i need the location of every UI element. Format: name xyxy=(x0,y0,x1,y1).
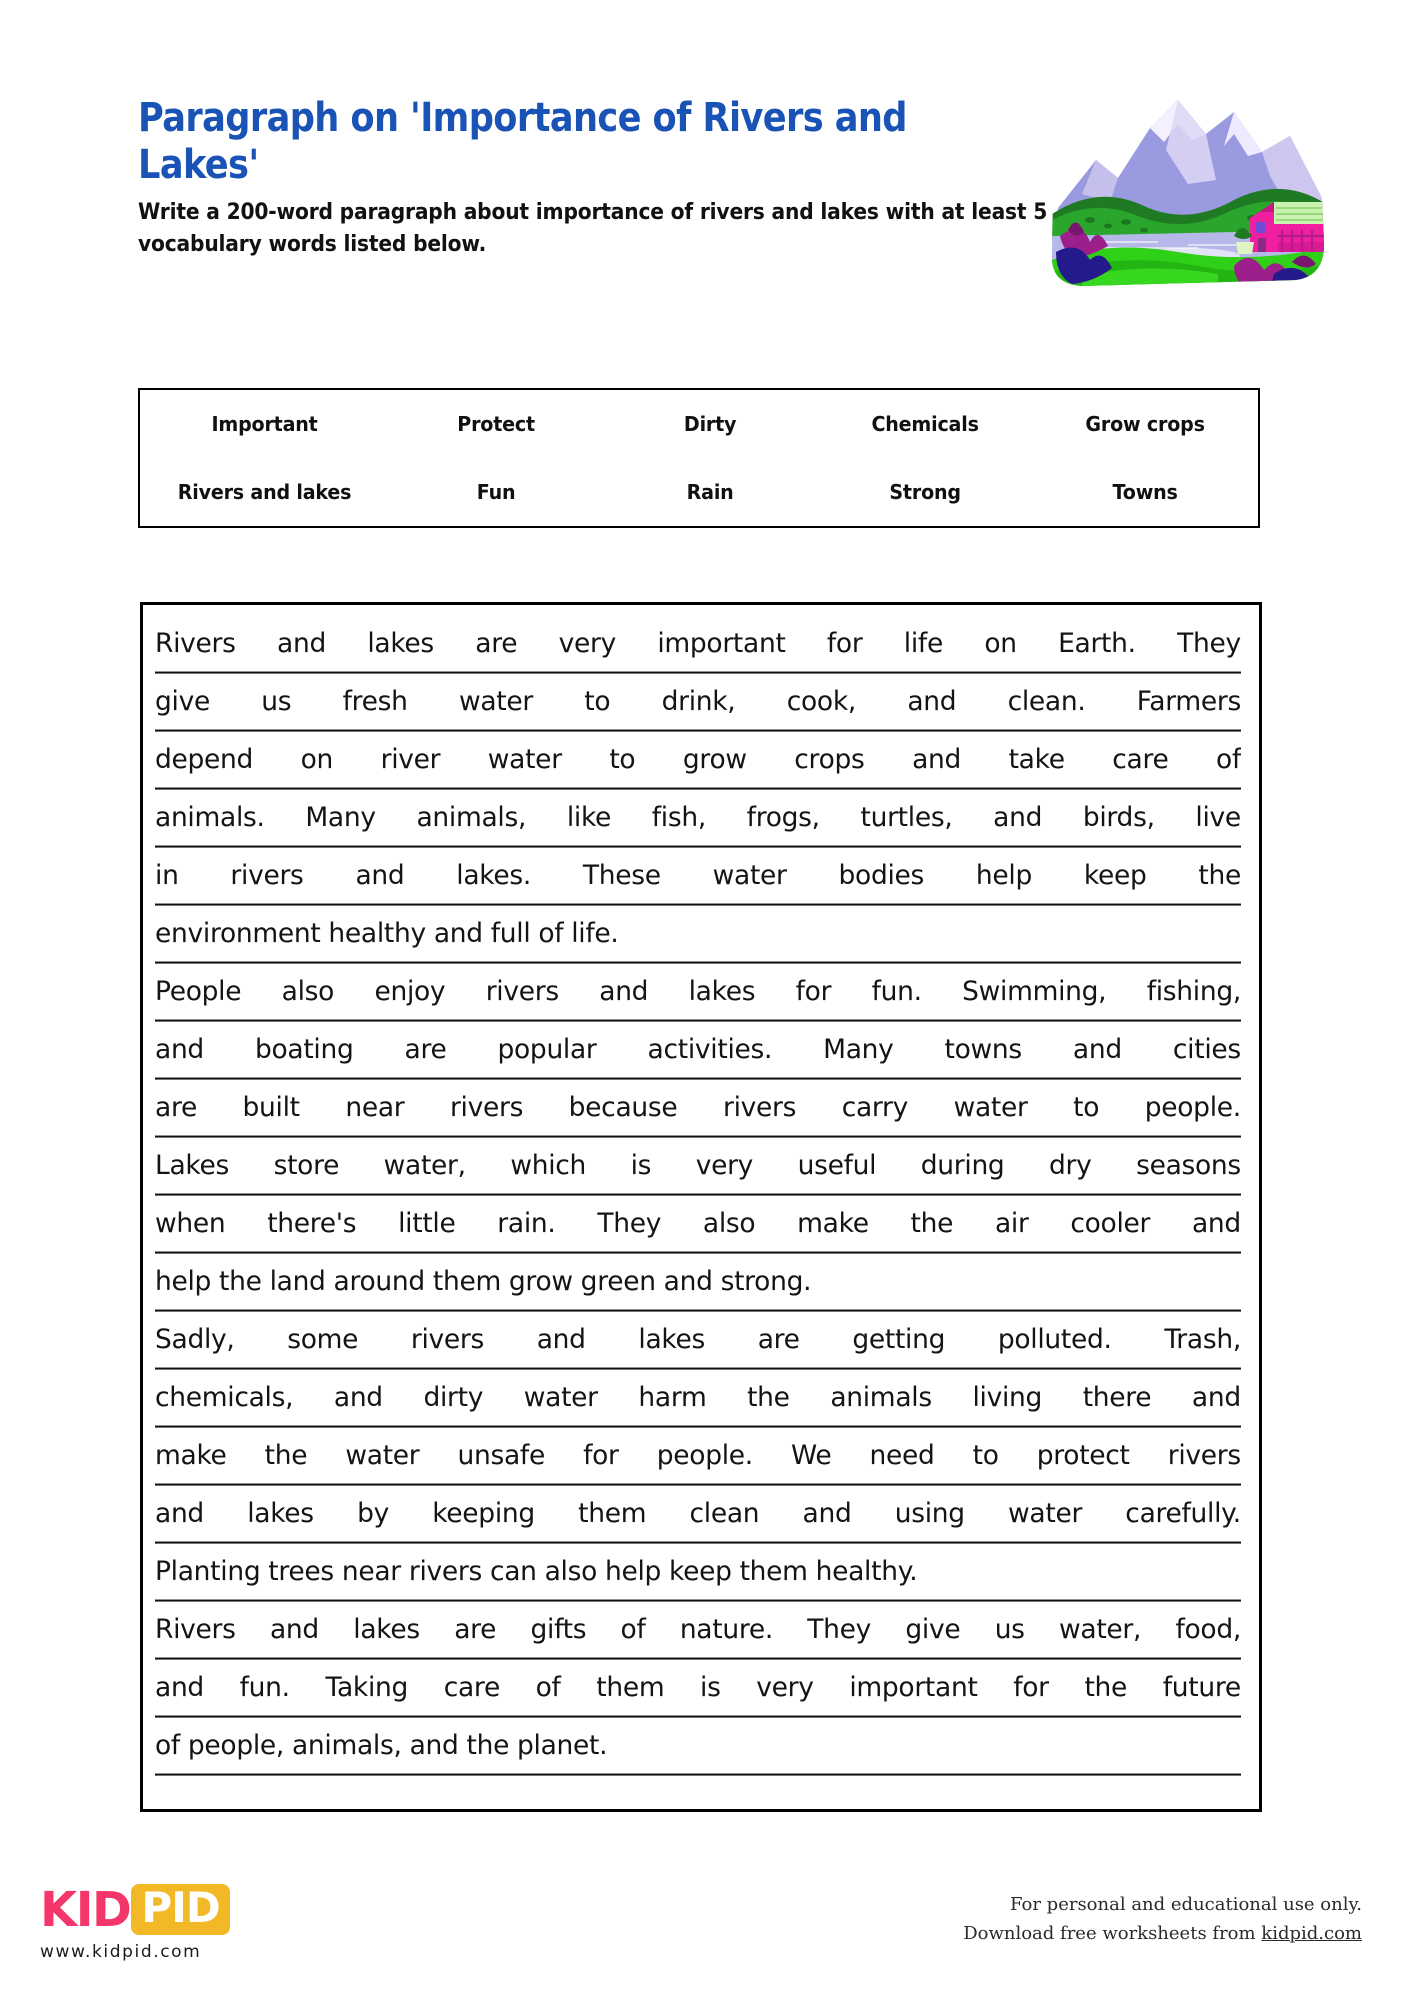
answer-word: dry xyxy=(1049,1149,1092,1182)
footer-usage-notice: For personal and educational use only. xyxy=(1010,1894,1362,1915)
answer-word: keeping xyxy=(432,1497,535,1530)
answer-word: on xyxy=(984,627,1017,660)
answer-word: like xyxy=(566,801,612,834)
answer-word: healthy. xyxy=(815,1555,918,1588)
answer-word: animals xyxy=(830,1381,932,1414)
answer-word: grow xyxy=(682,743,747,776)
answer-word: there's xyxy=(267,1207,357,1240)
answer-lines-container xyxy=(155,615,1241,1775)
answer-word: life. xyxy=(571,917,619,950)
answer-paragraph xyxy=(155,615,1241,963)
answer-word: are xyxy=(454,1613,497,1646)
answer-word: towns xyxy=(944,1033,1022,1066)
answer-word: fun. xyxy=(871,975,922,1008)
answer-word: They xyxy=(807,1613,872,1646)
answer-word: of xyxy=(535,1671,561,1704)
answer-word: trees xyxy=(268,1555,334,1588)
answer-word: and xyxy=(155,1497,204,1530)
answer-word: polluted. xyxy=(997,1323,1112,1356)
footer-kidpid-link[interactable]: kidpid.com xyxy=(1261,1923,1362,1945)
answer-word: Swimming, xyxy=(962,975,1107,1008)
answer-word: cities xyxy=(1172,1033,1241,1066)
answer-word: little xyxy=(398,1207,456,1240)
answer-line xyxy=(155,1542,1241,1601)
answer-word: Many xyxy=(305,801,376,834)
answer-line xyxy=(155,1136,1241,1195)
answer-word: to xyxy=(1073,1091,1100,1124)
answer-word: care xyxy=(443,1671,500,1704)
answer-word: clean. xyxy=(1007,685,1086,718)
answer-word: future xyxy=(1162,1671,1241,1704)
answer-word: strong. xyxy=(720,1265,812,1298)
footer-notice xyxy=(963,1890,1362,1948)
answer-word: some xyxy=(287,1323,359,1356)
answer-word: lakes xyxy=(247,1497,314,1530)
answer-word: the xyxy=(910,1207,954,1240)
answer-word: cook, xyxy=(786,685,857,718)
answer-word: and xyxy=(536,1323,586,1356)
answer-word: bodies xyxy=(838,859,925,892)
answer-word: keep xyxy=(668,1555,732,1588)
answer-word: important xyxy=(657,627,786,660)
answer-word: live xyxy=(1195,801,1241,834)
answer-word: People xyxy=(155,975,242,1008)
answer-word: and xyxy=(155,1671,204,1704)
answer-word: planet. xyxy=(517,1729,608,1762)
answer-word: important xyxy=(849,1671,978,1704)
answer-word: water xyxy=(487,743,562,776)
answer-word: around xyxy=(333,1265,425,1298)
answer-line xyxy=(155,672,1241,731)
answer-line xyxy=(155,1484,1241,1543)
answer-word: us xyxy=(994,1613,1025,1646)
answer-word: They xyxy=(597,1207,662,1240)
answer-paragraph xyxy=(155,1601,1241,1775)
vocabulary-word: Towns xyxy=(1112,480,1178,504)
answer-word: are xyxy=(155,1091,197,1124)
answer-word: of xyxy=(1216,743,1241,776)
page-footer xyxy=(0,1862,1414,2000)
answer-line xyxy=(155,1252,1241,1311)
answer-word: animals. xyxy=(155,801,265,834)
answer-word: give xyxy=(155,685,210,718)
answer-word: using xyxy=(894,1497,965,1530)
answer-line xyxy=(155,788,1241,847)
answer-line xyxy=(155,1194,1241,1253)
answer-word: and xyxy=(663,1265,713,1298)
answer-word: and xyxy=(1191,1207,1241,1240)
answer-word: the xyxy=(1084,1671,1128,1704)
vocabulary-word: Protect xyxy=(457,412,536,436)
answer-word: make xyxy=(155,1439,227,1472)
answer-word: land xyxy=(269,1265,326,1298)
answer-word: and xyxy=(409,1729,459,1762)
answer-word: the xyxy=(219,1265,262,1298)
answer-word: water xyxy=(523,1381,598,1414)
logo-wordmark xyxy=(40,1881,230,1938)
mountain-lake-cottage-icon xyxy=(1038,90,1328,290)
answer-word: seasons xyxy=(1136,1149,1241,1182)
answer-word: Taking xyxy=(325,1671,409,1704)
answer-word: and xyxy=(155,1033,204,1066)
page-title: Paragraph on 'Importance of Rivers and Lakes' xyxy=(138,95,907,189)
footer-download-prefix: Download free worksheets from xyxy=(963,1923,1262,1945)
answer-line xyxy=(155,962,1241,1021)
answer-word: people, xyxy=(187,1729,285,1762)
answer-word: can xyxy=(489,1555,537,1588)
answer-word: life xyxy=(903,627,943,660)
answer-word: fish, xyxy=(651,801,706,834)
answer-word: Sadly, xyxy=(155,1323,235,1356)
answer-word: Rivers xyxy=(155,1613,236,1646)
answer-word: water, xyxy=(1059,1613,1142,1646)
answer-word: very xyxy=(756,1671,814,1704)
answer-line xyxy=(155,1600,1241,1659)
answer-word: These xyxy=(582,859,661,892)
answer-word: built xyxy=(242,1091,300,1124)
answer-word: full xyxy=(490,917,531,950)
answer-word: which xyxy=(510,1149,587,1182)
answer-word: water xyxy=(953,1091,1028,1124)
answer-word: river xyxy=(380,743,441,776)
answer-word: for xyxy=(795,975,832,1008)
answer-word: and xyxy=(1191,1381,1241,1414)
vocabulary-word: Chemicals xyxy=(871,412,979,436)
answer-word: of xyxy=(155,1729,180,1762)
answer-word: care xyxy=(1112,743,1169,776)
worksheet-header xyxy=(138,95,1328,315)
answer-word: rivers xyxy=(408,1555,482,1588)
answer-word: when xyxy=(155,1207,226,1240)
answer-word: lakes xyxy=(367,627,434,660)
vocabulary-word-bank xyxy=(138,388,1260,528)
answer-word: carry xyxy=(841,1091,909,1124)
answer-word: are xyxy=(475,627,518,660)
answer-word: help xyxy=(155,1265,212,1298)
answer-word: and xyxy=(433,917,483,950)
vocabulary-row xyxy=(140,458,1258,526)
answer-word: for xyxy=(583,1439,619,1472)
answer-word: activities. xyxy=(647,1033,773,1066)
answer-word: nature. xyxy=(679,1613,773,1646)
answer-word: for xyxy=(1013,1671,1049,1704)
answer-word: lakes. xyxy=(456,859,532,892)
answer-word: rivers xyxy=(1167,1439,1241,1472)
answer-line xyxy=(155,1310,1241,1369)
answer-word: air xyxy=(994,1207,1029,1240)
answer-word: the xyxy=(1198,859,1241,892)
answer-line xyxy=(155,1368,1241,1427)
answer-word: Rivers xyxy=(155,627,236,660)
answer-line xyxy=(155,1658,1241,1717)
answer-word: drink, xyxy=(661,685,736,718)
answer-word: very xyxy=(695,1149,754,1182)
footer-download-notice xyxy=(963,1919,1362,1948)
answer-line xyxy=(155,904,1241,963)
answer-word: birds, xyxy=(1082,801,1155,834)
vocabulary-word: Important xyxy=(211,412,318,436)
answer-word: lakes xyxy=(688,975,756,1008)
answer-word: them xyxy=(596,1671,665,1704)
answer-word: there xyxy=(1082,1381,1152,1414)
answer-word: also xyxy=(702,1207,756,1240)
header-text-group xyxy=(138,95,1068,260)
answer-word: is xyxy=(630,1149,652,1182)
answer-word: healthy xyxy=(328,917,426,950)
answer-word: because xyxy=(568,1091,678,1124)
answer-word: help xyxy=(975,859,1032,892)
answer-word: water xyxy=(712,859,787,892)
vocabulary-word: Rain xyxy=(687,480,734,504)
answer-word: living xyxy=(972,1381,1043,1414)
answer-word: and xyxy=(907,685,957,718)
answer-word: Trash, xyxy=(1164,1323,1241,1356)
vocabulary-word: Rivers and lakes xyxy=(177,480,352,504)
answer-word: and xyxy=(269,1613,319,1646)
answer-word: them xyxy=(739,1555,808,1588)
answer-word: food, xyxy=(1175,1613,1241,1646)
answer-paragraph xyxy=(155,1311,1241,1601)
answer-line xyxy=(155,1020,1241,1079)
logo-website-url: www.kidpid.com xyxy=(40,1942,202,1962)
answer-word: help xyxy=(604,1555,662,1588)
answer-line xyxy=(155,1426,1241,1485)
answer-word: Many xyxy=(823,1033,894,1066)
answer-word: keep xyxy=(1083,859,1147,892)
answer-word: dirty xyxy=(423,1381,484,1414)
answer-word: fresh xyxy=(342,685,408,718)
answer-paragraph xyxy=(155,963,1241,1311)
answer-word: rivers xyxy=(485,975,559,1008)
answer-word: harm xyxy=(638,1381,707,1414)
answer-word: are xyxy=(404,1033,447,1066)
answer-word: very xyxy=(558,627,616,660)
answer-word: the xyxy=(264,1439,308,1472)
answer-line xyxy=(155,614,1241,673)
answer-word: them xyxy=(432,1265,501,1298)
answer-word: enjoy xyxy=(374,975,446,1008)
answer-word: water xyxy=(345,1439,420,1472)
answer-word: people. xyxy=(656,1439,753,1472)
answer-word: and xyxy=(355,859,405,892)
answer-word: in xyxy=(155,859,179,892)
answer-word: carefully. xyxy=(1125,1497,1241,1530)
vocabulary-word: Fun xyxy=(476,480,516,504)
kidpid-logo[interactable] xyxy=(40,1881,230,1962)
answer-word: rivers xyxy=(449,1091,524,1124)
answer-word: and xyxy=(993,801,1043,834)
answer-word: fishing, xyxy=(1146,975,1241,1008)
answer-word: also xyxy=(281,975,335,1008)
answer-word: animals, xyxy=(291,1729,402,1762)
answer-word: water xyxy=(1008,1497,1083,1530)
answer-word: rivers xyxy=(722,1091,797,1124)
answer-word: are xyxy=(757,1323,800,1356)
answer-word: lakes xyxy=(638,1323,705,1356)
answer-word: people. xyxy=(1144,1091,1241,1124)
answer-word: and xyxy=(1072,1033,1122,1066)
answer-word: water xyxy=(458,685,533,718)
answer-word: store xyxy=(273,1149,340,1182)
answer-word: water, xyxy=(383,1149,466,1182)
answer-word: fun. xyxy=(239,1671,290,1704)
answer-word: environment xyxy=(155,917,321,950)
answer-word: depend xyxy=(155,743,254,776)
answer-word: us xyxy=(261,685,292,718)
answer-line xyxy=(155,846,1241,905)
answer-writing-area[interactable] xyxy=(140,602,1262,1812)
answer-word: popular xyxy=(497,1033,597,1066)
answer-word: animals, xyxy=(416,801,527,834)
answer-word: rain. xyxy=(497,1207,556,1240)
answer-word: need xyxy=(869,1439,935,1472)
answer-word: Lakes xyxy=(155,1149,230,1182)
vocabulary-word: Strong xyxy=(888,480,961,504)
answer-word: of xyxy=(620,1613,646,1646)
vocabulary-word: Dirty xyxy=(684,412,737,436)
answer-word: make xyxy=(797,1207,869,1240)
answer-line xyxy=(155,1716,1241,1775)
answer-word: by xyxy=(357,1497,389,1530)
answer-word: useful xyxy=(797,1149,877,1182)
answer-word: and xyxy=(802,1497,852,1530)
instruction-text: Write a 200-word paragraph about importance of rivers and lakes with at least 5 vocabulary words listed below. xyxy=(138,200,1048,257)
answer-word: boating xyxy=(254,1033,354,1066)
answer-word: green xyxy=(580,1265,656,1298)
answer-word: frogs, xyxy=(746,801,820,834)
answer-word: to xyxy=(972,1439,999,1472)
answer-word: them xyxy=(578,1497,647,1530)
answer-word: on xyxy=(300,743,334,776)
answer-line xyxy=(155,730,1241,789)
answer-word: and xyxy=(912,743,962,776)
answer-word: cooler xyxy=(1070,1207,1151,1240)
answer-word: crops xyxy=(794,743,865,776)
answer-word: rivers xyxy=(230,859,304,892)
answer-word: unsafe xyxy=(457,1439,545,1472)
answer-word: also xyxy=(544,1555,598,1588)
answer-word: getting xyxy=(852,1323,946,1356)
answer-word: the xyxy=(466,1729,510,1762)
logo-pid-badge: PID xyxy=(131,1884,229,1935)
answer-word: rivers xyxy=(410,1323,485,1356)
answer-word: protect xyxy=(1036,1439,1130,1472)
answer-word: and xyxy=(333,1381,383,1414)
logo-kid-text: KID xyxy=(40,1881,131,1938)
answer-word: and xyxy=(599,975,649,1008)
answer-word: lakes xyxy=(353,1613,420,1646)
answer-word: during xyxy=(920,1149,1005,1182)
answer-word: clean xyxy=(689,1497,760,1530)
answer-word: gifts xyxy=(530,1613,587,1646)
answer-word: Farmers xyxy=(1136,685,1241,718)
vocabulary-word: Grow crops xyxy=(1085,412,1205,436)
answer-word: take xyxy=(1008,743,1065,776)
vocabulary-row xyxy=(140,390,1258,458)
answer-word: turtles, xyxy=(860,801,953,834)
answer-word: the xyxy=(747,1381,790,1414)
answer-word: chemicals, xyxy=(155,1381,294,1414)
answer-word: to xyxy=(584,685,611,718)
answer-word: to xyxy=(609,743,636,776)
answer-word: is xyxy=(700,1671,721,1704)
answer-word: for xyxy=(826,627,863,660)
answer-word: near xyxy=(341,1555,401,1588)
answer-word: grow xyxy=(508,1265,573,1298)
answer-line xyxy=(155,1078,1241,1137)
answer-word: Earth. xyxy=(1058,627,1136,660)
answer-word: We xyxy=(791,1439,832,1472)
answer-word: They xyxy=(1177,627,1241,660)
answer-word: give xyxy=(905,1613,961,1646)
answer-word: and xyxy=(277,627,326,660)
answer-word: of xyxy=(538,917,564,950)
answer-word: near xyxy=(345,1091,405,1124)
answer-word: Planting xyxy=(155,1555,261,1588)
